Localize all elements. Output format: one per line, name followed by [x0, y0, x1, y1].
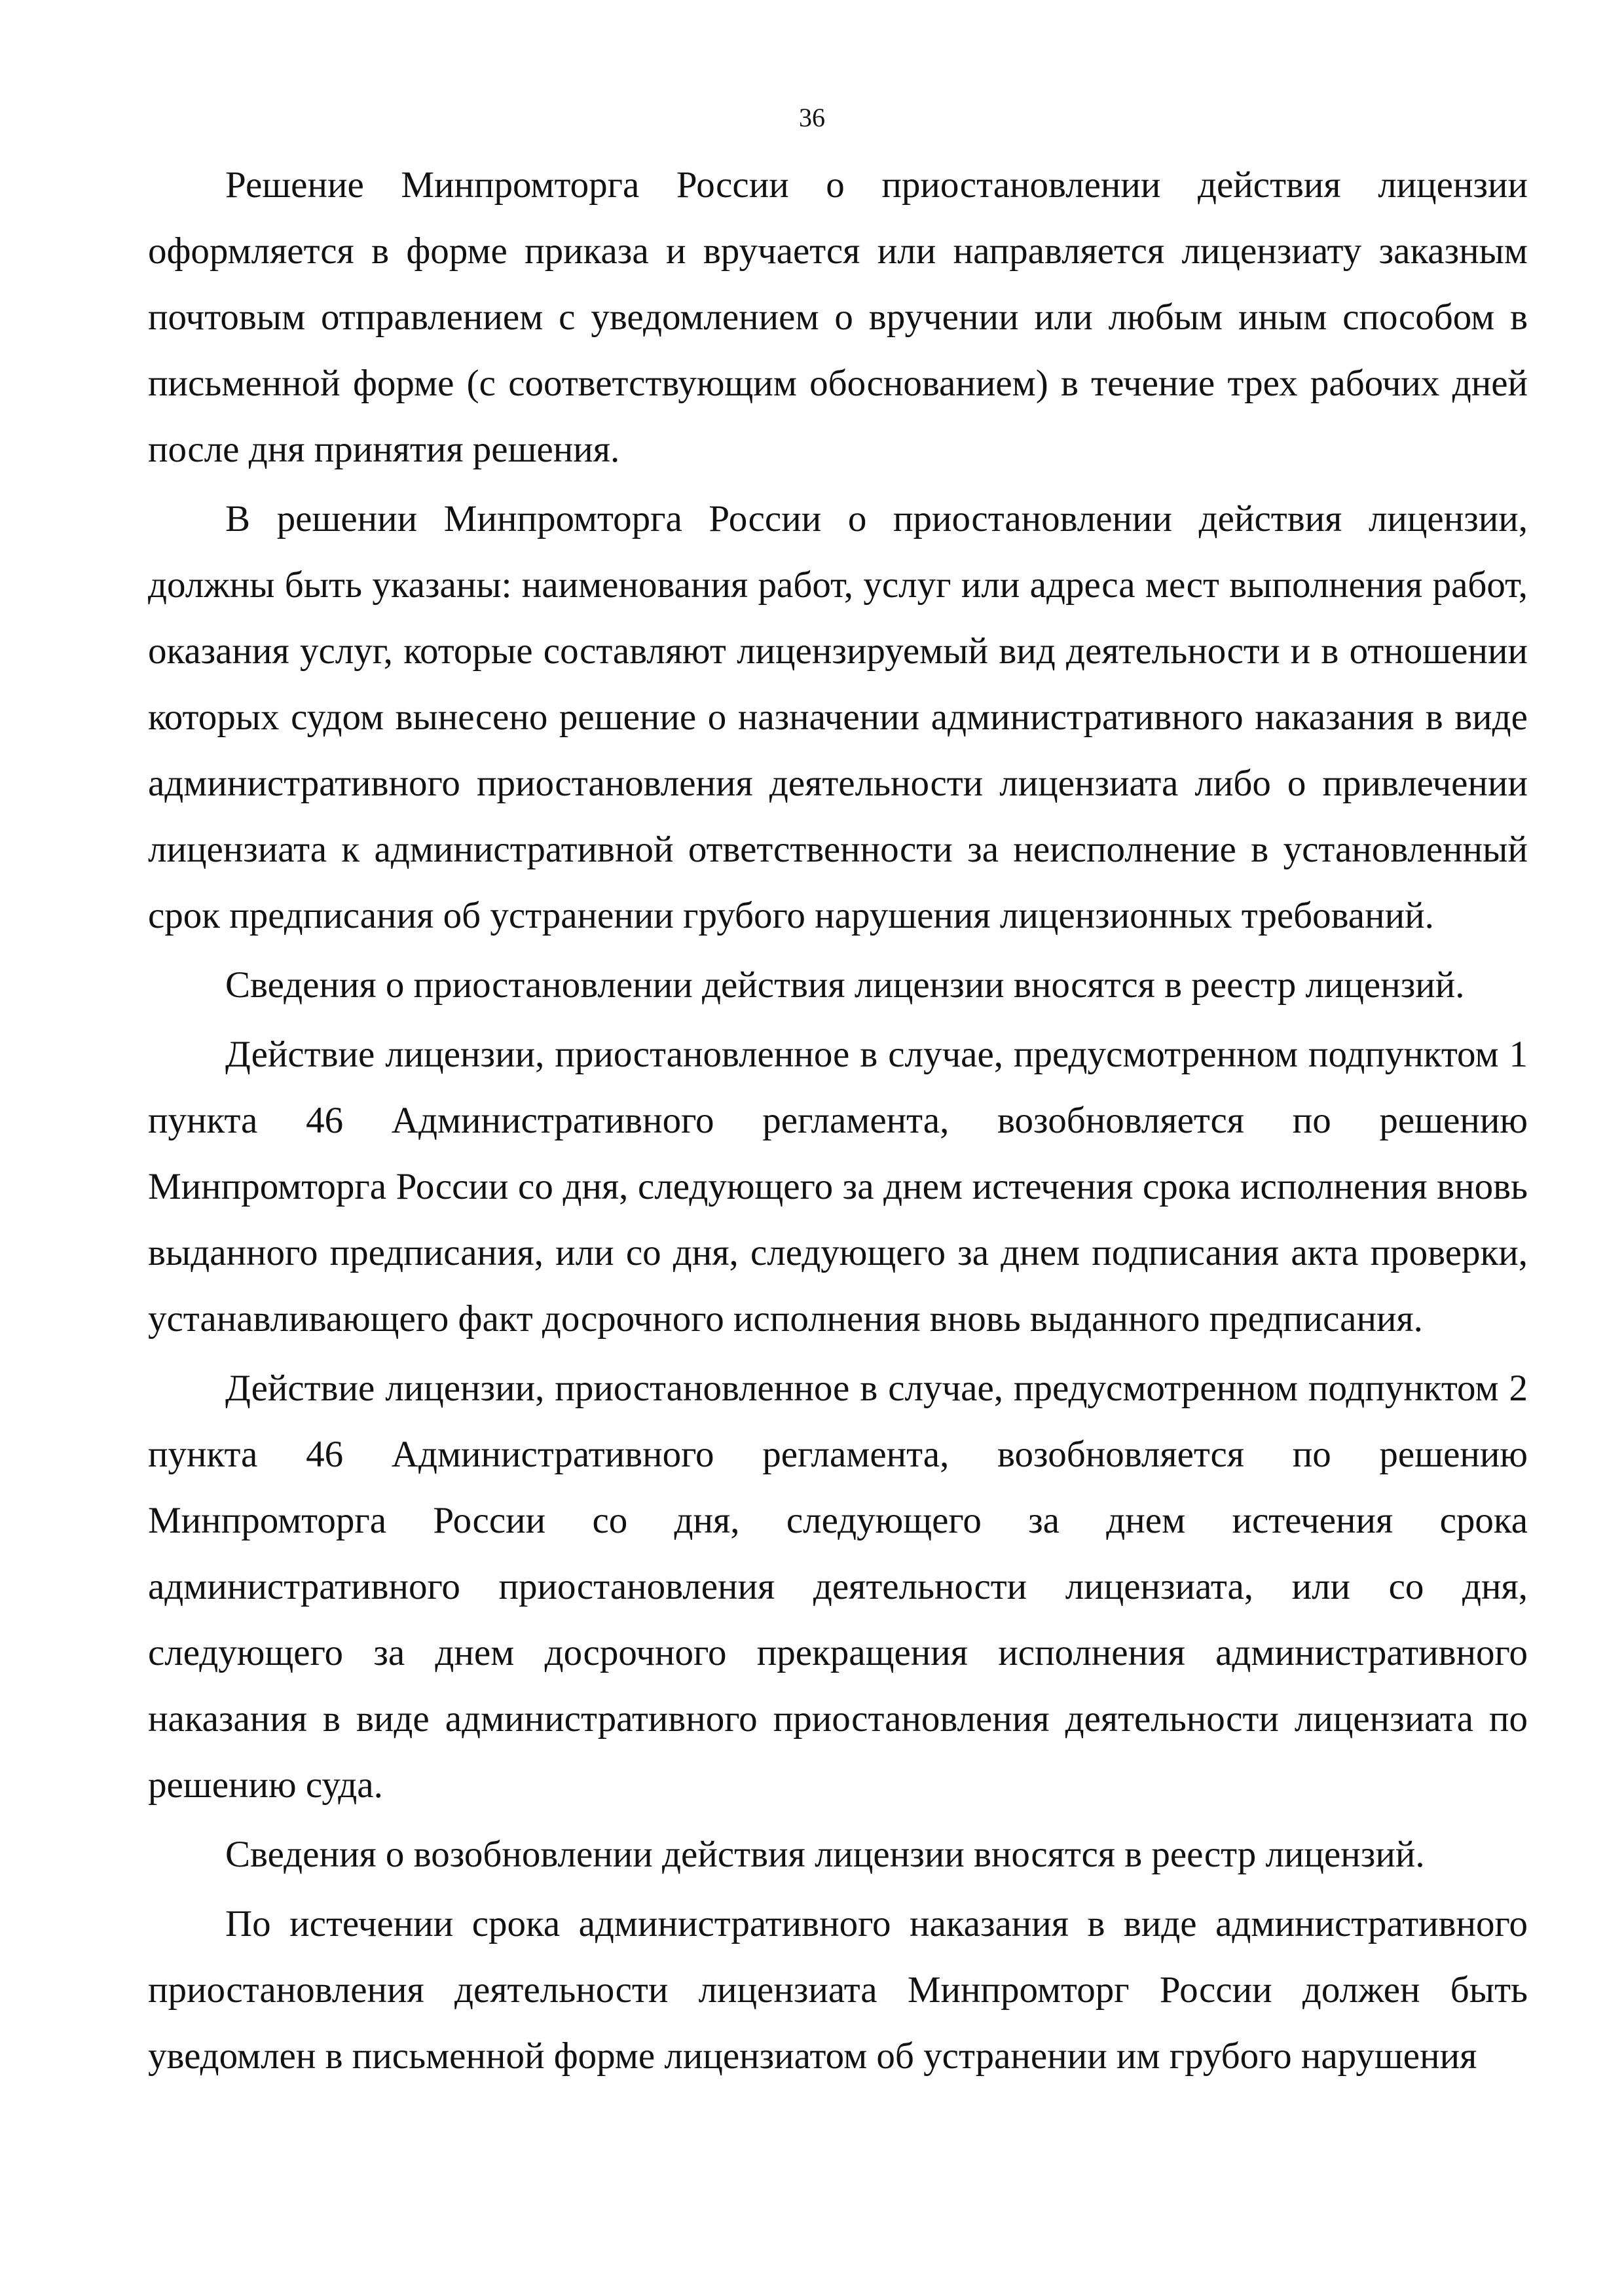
paragraph-suspension-decision-content: В решении Минпромторга России о приостановлении действия лицензии, должны быть указаны: наименования работ, услуг или адреса мест выполнения работ, оказания услуг, которые составляют лицензируемый вид деятельности и в отношении которых судом вынесено решение о назначении административного наказания в виде административного приостановления деятельности лицензиата либо о привлечении лицензиата к административной ответственности за неисполнение в установленный срок предписания об устранении грубого нарушения лицензионных требований.: [148, 498, 1528, 936]
document-body: [148, 152, 1528, 2092]
paragraph-resumption-registry: Сведения о возобновлении действия лицензии вносятся в реестр лицензий.: [225, 1834, 1425, 1875]
paragraph-suspension-decision-order: Решение Минпромторга России о приостановлении действия лицензии оформляется в форме приказа и вручается или направляется лицензиату заказным почтовым отправлением с уведомлением о вручении или любым иным способом в письменной форме (с соответствующим обоснованием) в течение трех рабочих дней после дня принятия решения.: [148, 164, 1528, 470]
paragraph-notification-after-penalty: По истечении срока административного наказания в виде административного приостановления деятельности лицензиата Минпромторг России должен быть уведомлен в письменной форме лицензиатом об устранении им грубого нарушения: [148, 1903, 1528, 2077]
paragraph-suspension-registry: Сведения о приостановлении действия лицензии вносятся в реестр лицензий.: [225, 964, 1465, 1006]
paragraph-resumption-subclause-2: Действие лицензии, приостановленное в случае, предусмотренном подпунктом 2 пункта 46 Административного регламента, возобновляется по решению Минпромторга России со дня, следующего за днем истечения срока административного приостановления деятельности лицензиата, или со дня, следующего за днем досрочного прекращения исполнения административного наказания в виде административного приостановления деятельности лицензиата по решению суда.: [148, 1368, 1528, 1806]
page-number: 36: [799, 103, 825, 132]
paragraph-resumption-subclause-1: Действие лицензии, приостановленное в случае, предусмотренном подпунктом 1 пункта 46 Административного регламента, возобновляется по решению Минпромторга России со дня, следующего за днем истечения срока исполнения вновь выданного предписания, или со дня, следующего за днем подписания акта проверки, устанавливающего факт досрочного исполнения вновь выданного предписания.: [148, 1034, 1528, 1339]
